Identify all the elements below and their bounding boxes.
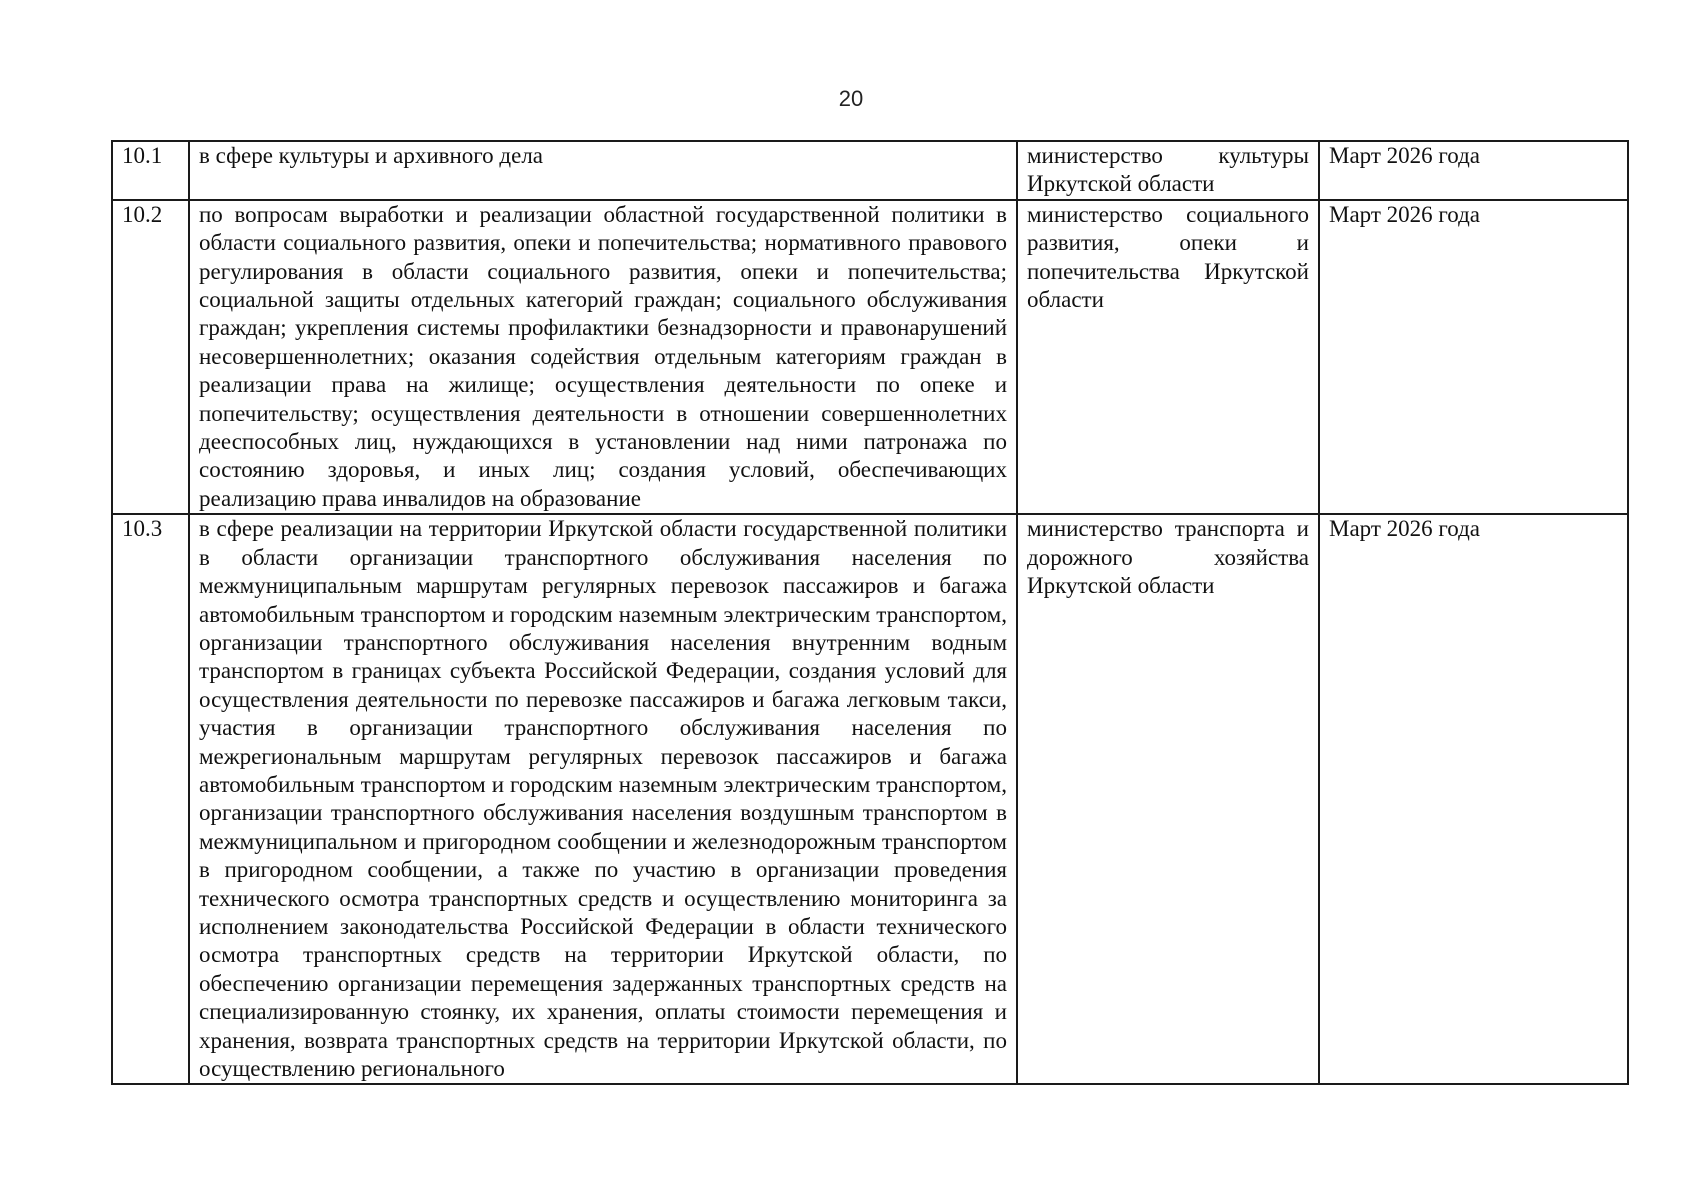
deadline-cell xyxy=(1319,200,1628,514)
row-deadline: Март 2026 года xyxy=(1329,516,1481,542)
row-number: 10.2 xyxy=(122,201,163,227)
row-responsible: министерство социального развития, опеки и попечительства Иркутской области xyxy=(1027,201,1309,313)
row-number-cell xyxy=(112,514,189,1084)
description-cell xyxy=(189,514,1017,1084)
row-responsible: министерство транспорта и дорожного хозяйства Иркутской области xyxy=(1027,516,1309,599)
row-deadline: Март 2026 года xyxy=(1329,201,1481,227)
table-row xyxy=(112,141,1628,200)
row-description: в сфере реализации на территории Иркутской области государственной политики в области организации транспортного обслуживания населения по межмуниципальным маршрутам регулярных перевозок пассажиров и багажа автомобильным транспортом и городским наземным электрическим транспортом, организации транспортного обслуживания населения внутренним водным транспортом в границах субъекта Российской Федерации, создания условий для осуществления деятельности по перевозке пассажиров и багажа легковым такси, участия в организации транспортного обслуживания населения по межрегиональным маршрутам регулярных перевозок пассажиров и багажа автомобильным транспортом и городским наземным электрическим транспортом, организации транспортного обслуживания населения воздушным транспортом в межмуниципальном и пригородном сообщении и железнодорожным транспортом в пригородном сообщении, а также по участию в организации проведения технического осмотра транспортных средств и осуществлению мониторинга за исполнением законодательства Российской Федерации в области технического осмотра транспортных средств на территории Иркутской области, по обеспечению организации перемещения задержанных транспортных средств на специализированную стоянку, их хранения, оплаты стоимости перемещения и хранения, возврата транспортных средств на территории Иркутской области, по осуществлению регионального xyxy=(199,516,1007,1081)
row-description: по вопросам выработки и реализации областной государственной политики в области социального развития, опеки и попечительства; нормативного правового регулирования в области социального развития, опеки и попечительства; социальной защиты отдельных категорий граждан; социального обслуживания граждан; укрепления системы профилактики безнадзорности и правонарушений несовершеннолетних; оказания содействия отдельным категориям граждан в реализации права на жилище; осуществления деятельности по опеке и попечительству; осуществления деятельности в отношении совершеннолетних дееспособных лиц, нуждающихся в установлении над ними патронажа по состоянию здоровья, и иных лиц; создания условий, обеспечивающих реализацию права инвалидов на образование xyxy=(199,201,1007,511)
description-cell xyxy=(189,200,1017,514)
row-responsible: министерство культуры Иркутской области xyxy=(1027,143,1309,197)
row-description: в сфере культуры и архивного дела xyxy=(199,143,544,168)
responsible-cell xyxy=(1017,200,1319,514)
table-row xyxy=(112,200,1628,514)
row-number-cell xyxy=(112,141,189,200)
deadline-cell xyxy=(1319,514,1628,1084)
page-number: 20 xyxy=(838,86,864,111)
row-number: 10.3 xyxy=(122,516,163,542)
responsible-cell xyxy=(1017,514,1319,1084)
responsible-cell xyxy=(1017,141,1319,200)
deadline-cell xyxy=(1319,141,1628,200)
description-cell xyxy=(189,141,1017,200)
document-table xyxy=(111,140,1629,1085)
row-number: 10.1 xyxy=(122,143,163,168)
row-number-cell xyxy=(112,200,189,514)
table-row xyxy=(112,514,1628,1084)
row-deadline: Март 2026 года xyxy=(1329,143,1481,168)
